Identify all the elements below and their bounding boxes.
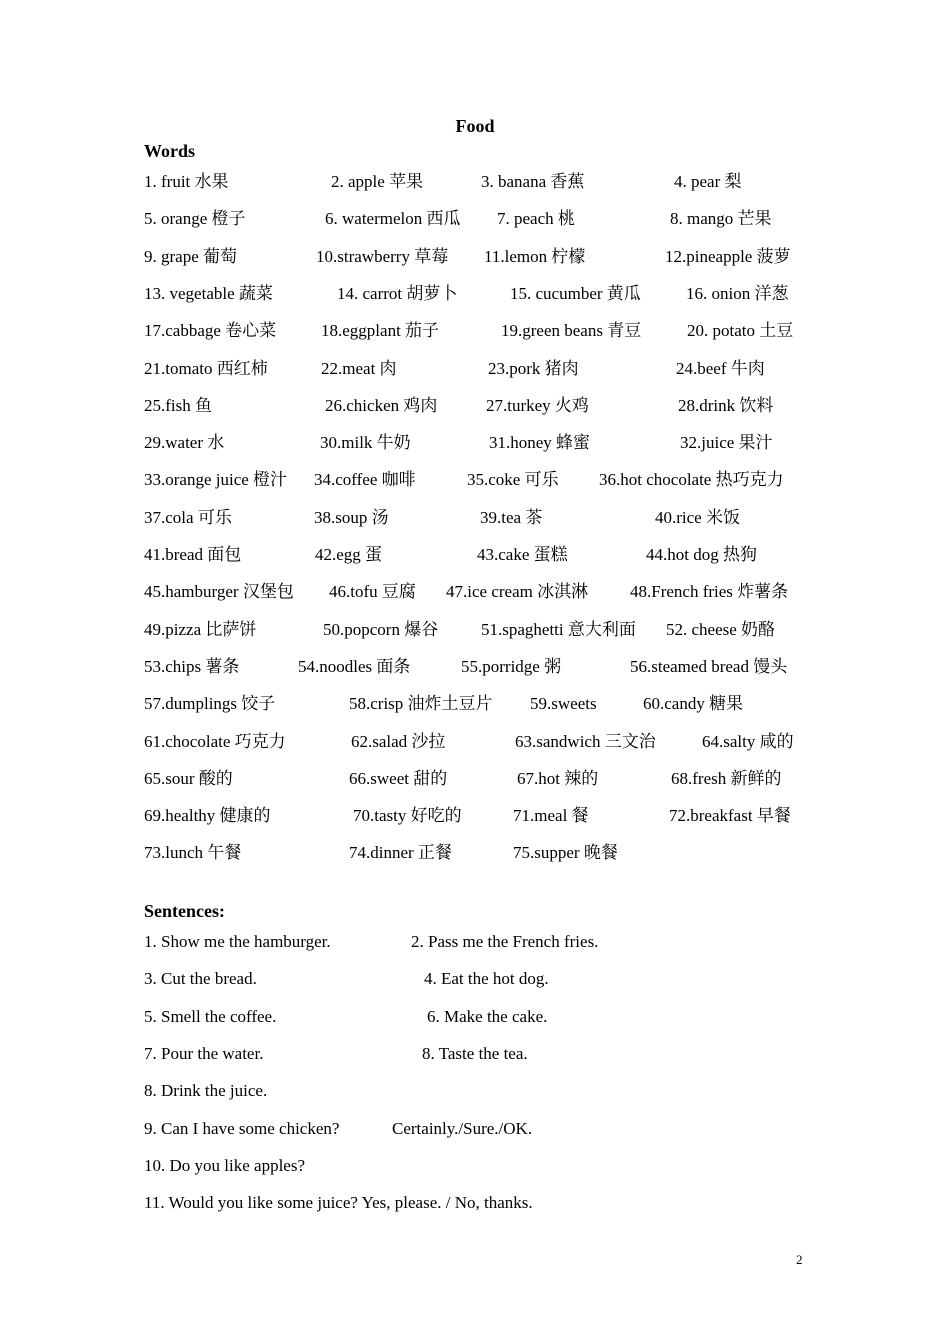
word-entry: 45.hamburger 汉堡包: [144, 582, 294, 602]
word-entry: 15. cucumber 黄瓜: [510, 283, 641, 303]
word-entry: 29.water 水: [144, 433, 225, 453]
word-entry: 66.sweet 甜的: [349, 768, 448, 788]
word-entry: 40.rice 米饭: [655, 507, 740, 527]
word-row: [0, 504, 950, 532]
word-entry: 62.salad 沙拉: [351, 731, 446, 751]
word-entry: 63.sandwich 三文治: [515, 731, 656, 751]
word-entry: 64.salty 咸的: [702, 731, 794, 751]
word-entry: 36.hot chocolate 热巧克力: [599, 470, 784, 490]
word-entry: 52. cheese 奶酪: [666, 619, 776, 639]
word-entry: 12.pineapple 菠萝: [665, 246, 791, 266]
word-entry: 53.chips 薯条: [144, 656, 240, 676]
word-entry: 9. grape 葡萄: [144, 246, 238, 266]
word-entry: 27.turkey 火鸡: [486, 395, 589, 415]
word-entry: 28.drink 饮料: [678, 395, 774, 415]
word-entry: 4. pear 梨: [674, 172, 742, 191]
word-entry: 59.sweets: [530, 694, 597, 714]
word-entry: 75.supper 晚餐: [513, 843, 618, 863]
sentence-row: [0, 928, 950, 956]
word-entry: 65.sour 酸的: [144, 768, 233, 788]
sentence-text: 8. Drink the juice.: [144, 1081, 268, 1101]
word-entry: 20. potato 土豆: [687, 321, 794, 341]
word-row: [0, 690, 950, 718]
sentence-text: 7. Pour the water.: [144, 1043, 264, 1063]
word-entry: 51.spaghetti 意大利面: [481, 619, 636, 639]
word-entry: 49.pizza 比萨饼: [144, 619, 257, 639]
sentence-text: Certainly./Sure./OK.: [392, 1118, 533, 1138]
word-entry: 57.dumplings 饺子: [144, 694, 276, 714]
word-row: [0, 541, 950, 569]
word-row: [0, 243, 950, 271]
sentence-row: [0, 1152, 950, 1180]
word-entry: 14. carrot 胡萝卜: [337, 283, 458, 303]
word-entry: 35.coke 可乐: [467, 470, 559, 490]
word-row: [0, 653, 950, 681]
word-row: [0, 839, 950, 867]
sentence-text: 5. Smell the coffee.: [144, 1006, 277, 1026]
sentence-row: [0, 1040, 950, 1068]
sentence-text: 8. Taste the tea.: [422, 1043, 528, 1063]
word-entry: 61.chocolate 巧克力: [144, 731, 286, 751]
word-entry: 37.cola 可乐: [144, 507, 232, 527]
word-entry: 3. banana 香蕉: [481, 172, 585, 191]
word-entry: 55.porridge 粥: [461, 656, 562, 676]
word-entry: 72.breakfast 早餐: [669, 806, 791, 826]
word-row: [0, 728, 950, 756]
word-entry: 68.fresh 新鲜的: [671, 768, 782, 788]
word-entry: 58.crisp 油炸土豆片: [349, 694, 493, 714]
sentence-text: 9. Can I have some chicken?: [144, 1118, 340, 1138]
word-entry: 16. onion 洋葱: [686, 283, 789, 303]
word-row: [0, 765, 950, 793]
word-entry: 2. apple 苹果: [331, 172, 424, 191]
word-entry: 69.healthy 健康的: [144, 806, 271, 826]
word-entry: 19.green beans 青豆: [501, 321, 642, 341]
word-entry: 67.hot 辣的: [517, 768, 599, 788]
word-row: [0, 578, 950, 606]
word-entry: 39.tea 茶: [480, 507, 543, 527]
sentence-text: 1. Show me the hamburger.: [144, 932, 331, 951]
word-entry: 32.juice 果汁: [680, 433, 773, 453]
sentence-row: [0, 1115, 950, 1143]
word-entry: 23.pork 猪肉: [488, 358, 579, 378]
word-entry: 50.popcorn 爆谷: [323, 619, 439, 639]
word-row: [0, 429, 950, 457]
word-row: [0, 168, 950, 196]
sentence-row: [0, 1077, 950, 1105]
word-entry: 1. fruit 水果: [144, 172, 229, 191]
word-entry: 6. watermelon 西瓜: [325, 209, 461, 229]
word-entry: 34.coffee 咖啡: [314, 470, 416, 490]
word-entry: 10.strawberry 草莓: [316, 246, 449, 266]
word-entry: 7. peach 桃: [497, 209, 575, 229]
words-heading: Words: [144, 141, 196, 161]
word-entry: 22.meat 肉: [321, 358, 397, 378]
sentence-text: 2. Pass me the French fries.: [411, 932, 599, 951]
sentence-row: [0, 1003, 950, 1031]
word-entry: 17.cabbage 卷心菜: [144, 321, 277, 341]
word-entry: 38.soup 汤: [314, 507, 389, 527]
word-entry: 41.bread 面包: [144, 545, 242, 564]
word-row: [0, 466, 950, 494]
word-entry: 31.honey 蜂蜜: [489, 433, 591, 453]
word-row: [0, 280, 950, 308]
word-entry: 25.fish 鱼: [144, 395, 212, 415]
sentence-text: 10. Do you like apples?: [144, 1155, 305, 1175]
sentence-row: [0, 1189, 950, 1217]
word-entry: 73.lunch 午餐: [144, 843, 242, 863]
word-entry: 46.tofu 豆腐: [329, 582, 416, 602]
page-number: 2: [796, 1252, 803, 1267]
word-row: [0, 205, 950, 233]
word-entry: 30.milk 牛奶: [320, 433, 411, 453]
word-entry: 48.French fries 炸薯条: [630, 582, 789, 602]
sentence-row: [0, 965, 950, 993]
word-row: [0, 802, 950, 830]
word-entry: 70.tasty 好吃的: [353, 806, 462, 826]
word-entry: 42.egg 蛋: [315, 545, 383, 564]
page-title: Food: [455, 116, 495, 136]
word-entry: 26.chicken 鸡肉: [325, 395, 438, 415]
word-entry: 74.dinner 正餐: [349, 843, 452, 863]
word-row: [0, 317, 950, 345]
word-entry: 13. vegetable 蔬菜: [144, 283, 273, 303]
word-entry: 43.cake 蛋糕: [477, 545, 568, 564]
sentence-text: 6. Make the cake.: [427, 1006, 548, 1026]
word-entry: 60.candy 糖果: [643, 694, 744, 714]
word-entry: 8. mango 芒果: [670, 209, 772, 229]
sentence-text: 3. Cut the bread.: [144, 969, 257, 989]
sentences-heading: Sentences:: [144, 901, 225, 921]
word-entry: 47.ice cream 冰淇淋: [446, 582, 589, 602]
word-row: [0, 616, 950, 644]
word-entry: 24.beef 牛肉: [676, 358, 765, 378]
sentence-text: 4. Eat the hot dog.: [424, 969, 549, 989]
word-entry: 56.steamed bread 馒头: [630, 656, 788, 676]
word-entry: 33.orange juice 橙汁: [144, 470, 288, 490]
word-entry: 21.tomato 西红柿: [144, 358, 268, 378]
word-entry: 54.noodles 面条: [298, 656, 411, 676]
word-entry: 71.meal 餐: [513, 806, 589, 826]
sentence-text: 11. Would you like some juice? Yes, please. / No, thanks.: [144, 1193, 533, 1213]
word-row: [0, 355, 950, 383]
word-row: [0, 392, 950, 420]
word-entry: 18.eggplant 茄子: [321, 321, 440, 341]
word-entry: 5. orange 橙子: [144, 209, 246, 229]
word-entry: 44.hot dog 热狗: [646, 545, 757, 564]
word-entry: 11.lemon 柠檬: [484, 246, 586, 266]
